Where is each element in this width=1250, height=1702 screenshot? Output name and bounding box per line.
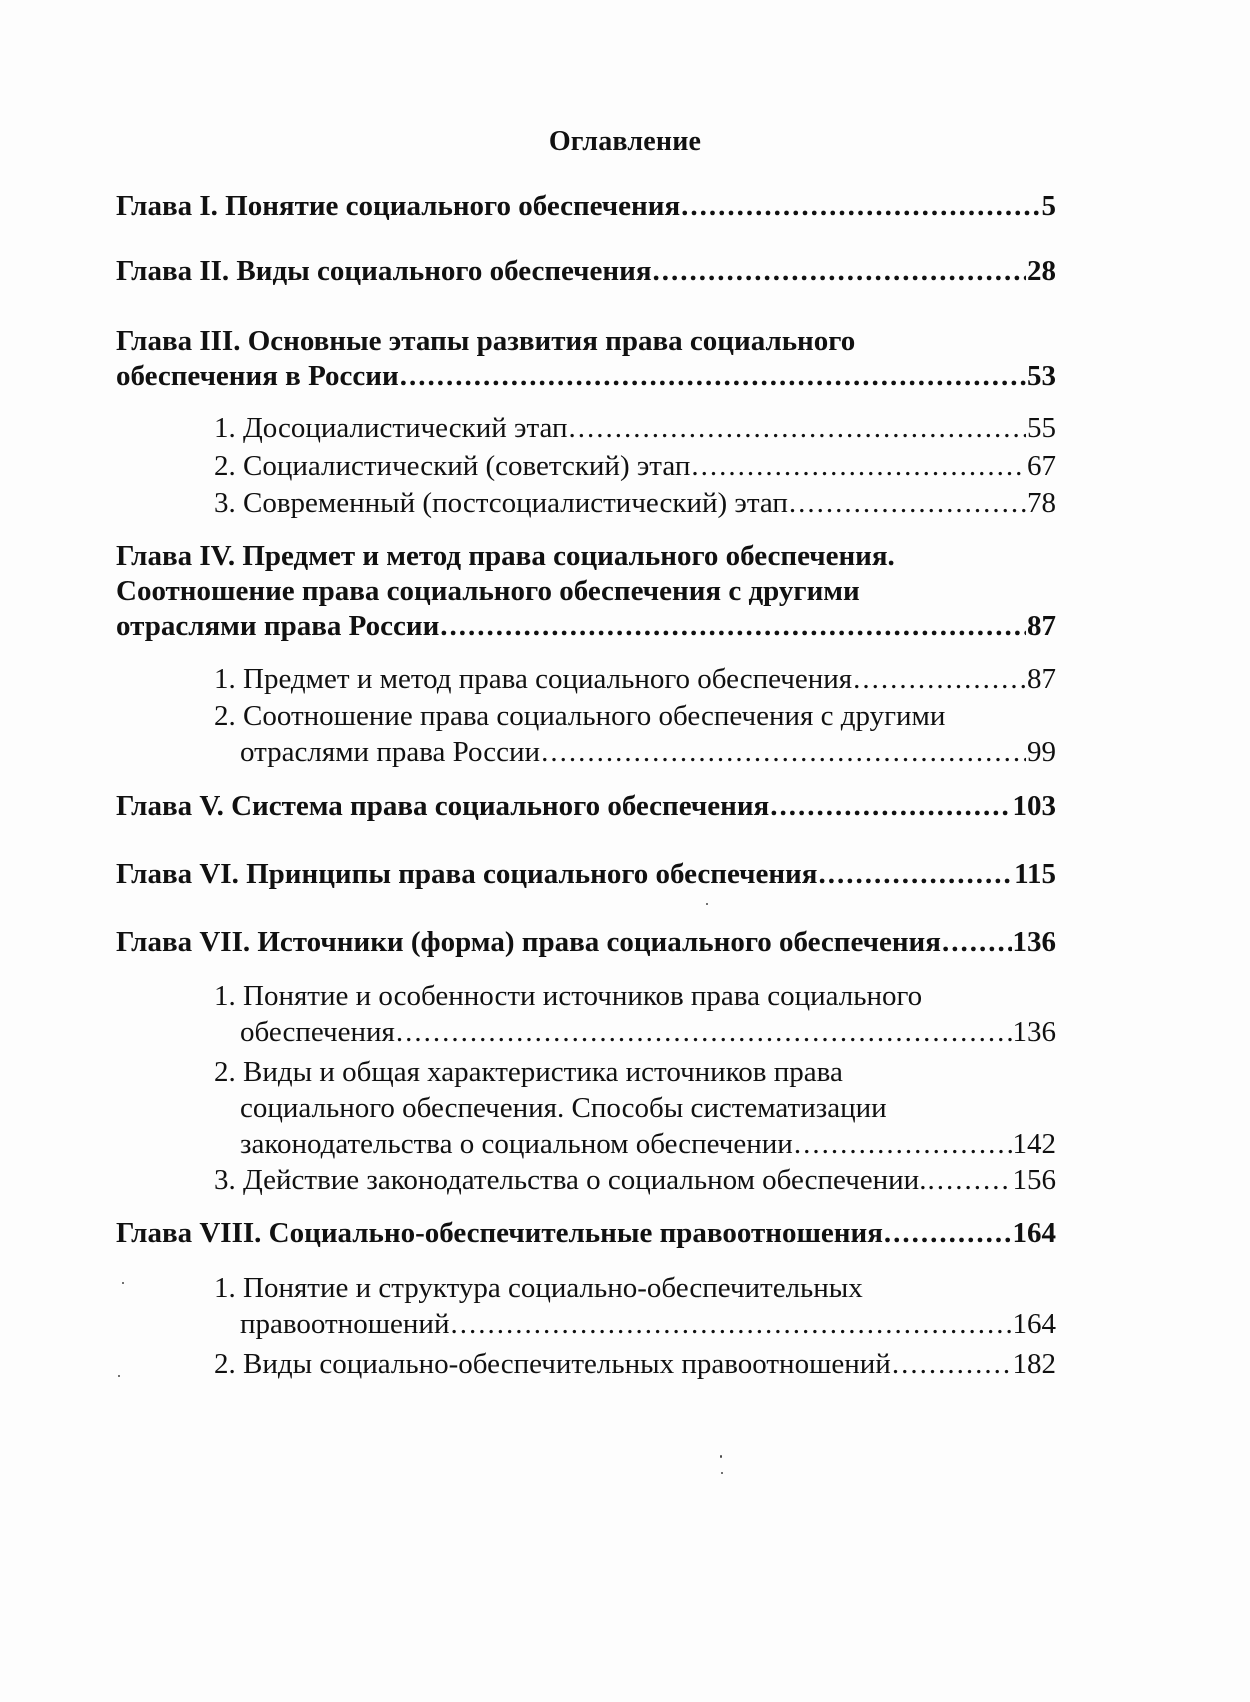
toc-leader-dots xyxy=(892,1348,1012,1381)
toc-chapter-8-section-2 xyxy=(214,1348,1056,1381)
toc-section-title: 3. Современный (постсоциалистический) этап xyxy=(214,487,788,519)
toc-chapter-3-section-2 xyxy=(214,450,1056,483)
toc-chapter-3-line1: Глава III. Основные этапы развития права социального xyxy=(116,325,856,357)
toc-leader-dots xyxy=(541,736,1026,769)
toc-chapter-3-title: обеспечения в России xyxy=(116,360,399,392)
toc-chapter-8-section-1 xyxy=(240,1308,1056,1341)
toc-section-title: отраслями права России xyxy=(240,736,541,768)
toc-leader-dots xyxy=(396,1016,1012,1049)
scan-speck xyxy=(720,1455,722,1458)
scan-speck xyxy=(122,1282,124,1284)
toc-leader-dots xyxy=(450,1308,1011,1341)
toc-chapter-8-title: Глава VIII. Социально-обеспечительные правоотношения xyxy=(116,1217,883,1249)
toc-chapter-4-section-2-line1: 2. Соотношение права социального обеспечения с другими xyxy=(214,700,946,732)
toc-leader-dots xyxy=(691,450,1026,483)
toc-section-page: 136 xyxy=(1012,1016,1056,1048)
toc-leader-dots xyxy=(400,360,1026,393)
toc-chapter-7-title: Глава VII. Источники (форма) права социального обеспечения xyxy=(116,926,941,958)
toc-leader-dots xyxy=(569,412,1026,445)
toc-chapter-3-section-1 xyxy=(214,412,1056,445)
toc-chapter-8 xyxy=(116,1217,1056,1250)
toc-leader-dots xyxy=(942,926,1012,959)
toc-leader-dots xyxy=(884,1217,1012,1250)
toc-chapter-7-section-3 xyxy=(214,1164,1056,1197)
toc-chapter-8-section-1-line1: 1. Понятие и структура социально-обеспечительных xyxy=(214,1272,863,1304)
toc-section-page: 156 xyxy=(1012,1164,1056,1196)
toc-chapter-3 xyxy=(116,360,1056,393)
toc-chapter-4-section-2 xyxy=(240,736,1056,769)
toc-section-page: 182 xyxy=(1012,1348,1056,1380)
toc-section-title: 3. Действие законодательства о социальном обеспечении. xyxy=(214,1164,927,1196)
toc-chapter-2-page: 28 xyxy=(1027,255,1056,287)
toc-section-title: 2. Социалистический (советский) этап xyxy=(214,450,691,482)
toc-chapter-6-title: Глава VI. Принципы права социального обеспечения xyxy=(116,858,818,890)
toc-chapter-4-title: отраслями права России xyxy=(116,610,440,642)
toc-chapter-1-page: 5 xyxy=(1041,190,1056,222)
toc-chapter-4-line2: Соотношение права социального обеспечения с другими xyxy=(116,575,860,607)
toc-chapter-5 xyxy=(116,790,1056,823)
toc-chapter-6-page: 115 xyxy=(1014,858,1056,890)
toc-chapter-1-title: Глава I. Понятие социального обеспечения xyxy=(116,190,681,222)
page-title: Оглавление xyxy=(548,126,702,157)
scan-speck xyxy=(118,1375,120,1377)
toc-chapter-8-page: 164 xyxy=(1012,1217,1056,1249)
toc-section-page: 164 xyxy=(1012,1308,1056,1340)
scan-speck xyxy=(706,903,708,905)
toc-section-title: обеспечения xyxy=(240,1016,395,1048)
toc-section-title: 1. Досоциалистический этап xyxy=(214,412,568,444)
toc-chapter-3-page: 53 xyxy=(1027,360,1056,392)
toc-section-page: 99 xyxy=(1027,736,1056,768)
toc-section-page: 55 xyxy=(1027,412,1056,444)
toc-section-page: 78 xyxy=(1027,487,1056,519)
toc-chapter-7-section-2-line2: социального обеспечения. Способы систематизации xyxy=(240,1092,887,1124)
toc-leader-dots xyxy=(789,487,1026,520)
toc-chapter-7-section-1 xyxy=(240,1016,1056,1049)
toc-chapter-2-title: Глава II. Виды социального обеспечения xyxy=(116,255,652,287)
toc-section-title: законодательства о социальном обеспечении xyxy=(240,1128,793,1160)
toc-section-page: 142 xyxy=(1012,1128,1056,1160)
toc-leader-dots xyxy=(653,255,1026,288)
toc-chapter-7-section-2-line1: 2. Виды и общая характеристика источников права xyxy=(214,1056,843,1088)
toc-leader-dots xyxy=(853,663,1026,696)
toc-chapter-1 xyxy=(116,190,1056,223)
toc-leader-dots xyxy=(927,1164,1011,1197)
toc-leader-dots xyxy=(681,190,1040,223)
toc-section-page: 87 xyxy=(1027,663,1056,695)
toc-leader-dots xyxy=(794,1128,1012,1161)
toc-chapter-7-page: 136 xyxy=(1012,926,1056,958)
toc-chapter-7-section-2 xyxy=(240,1128,1056,1161)
toc-chapter-6 xyxy=(116,858,1056,891)
toc-chapter-4 xyxy=(116,610,1056,643)
scan-speck xyxy=(721,1472,723,1474)
toc-chapter-4-section-1 xyxy=(214,663,1056,696)
toc-chapter-7-section-1-line1: 1. Понятие и особенности источников права социального xyxy=(214,980,923,1012)
toc-chapter-3-section-3 xyxy=(214,487,1056,520)
toc-chapter-5-title: Глава V. Система права социального обеспечения xyxy=(116,790,770,822)
toc-section-title: 1. Предмет и метод права социального обеспечения xyxy=(214,663,853,695)
toc-chapter-4-page: 87 xyxy=(1027,610,1056,642)
toc-leader-dots xyxy=(818,858,1013,891)
toc-chapter-5-page: 103 xyxy=(1012,790,1056,822)
toc-section-title: правоотношений xyxy=(240,1308,450,1340)
toc-section-page: 67 xyxy=(1027,450,1056,482)
toc-section-title: 2. Виды социально-обеспечительных правоотношений xyxy=(214,1348,891,1380)
toc-leader-dots xyxy=(440,610,1026,643)
toc-leader-dots xyxy=(770,790,1011,823)
toc-chapter-2 xyxy=(116,255,1056,288)
toc-chapter-7 xyxy=(116,926,1056,959)
toc-chapter-4-line1: Глава IV. Предмет и метод права социального обеспечения. xyxy=(116,540,895,572)
